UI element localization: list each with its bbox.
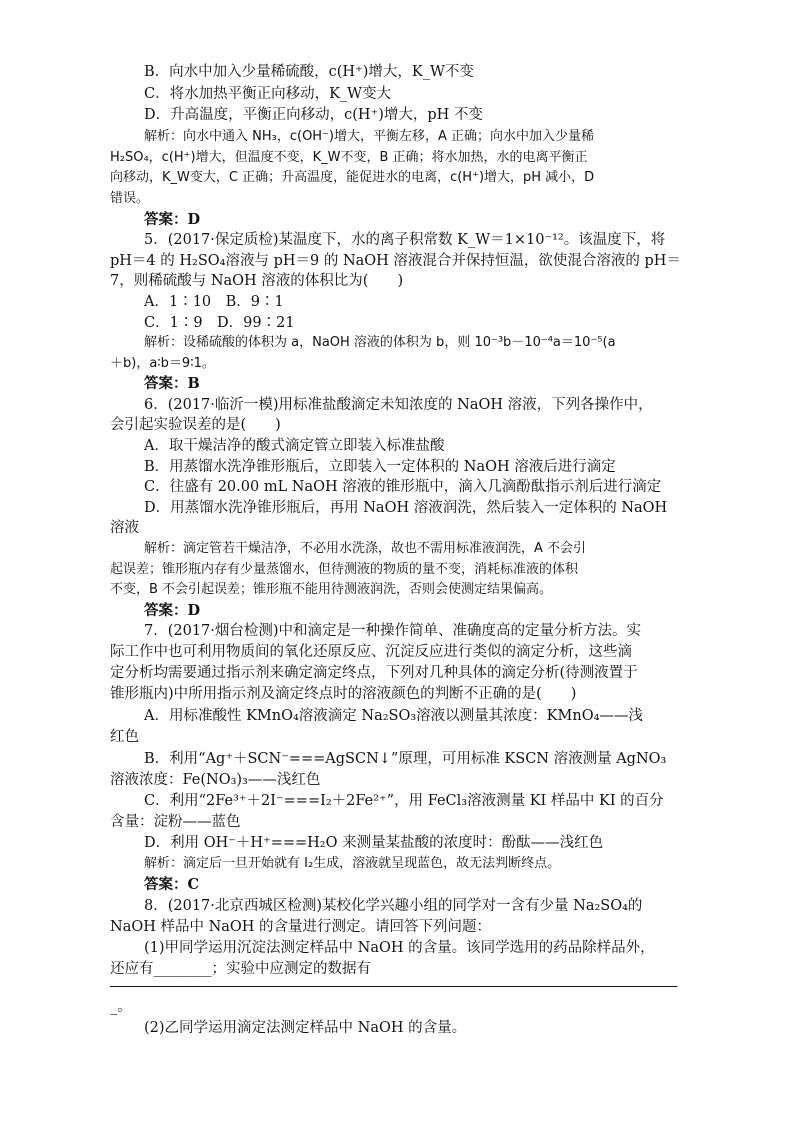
q7-stem-line: 7．(2017·烟台检测)中和滴定是一种操作简单、准确度高的定量分析方法。实 <box>144 623 642 639</box>
q6-option-b: B．用蒸馏水洗净锥形瓶后，立即装入一定体积的 NaOH 溶液后进行滴定 <box>144 459 616 475</box>
q7-answer: 答案：C <box>144 876 200 893</box>
q5-stem-line: 5．(2017·保定质检)某温度下，水的离子积常数 K_W＝1×10⁻¹²。该温度下，将 <box>144 232 666 248</box>
q5-options-ab: A．1∶10 B．9∶1 <box>144 294 284 310</box>
q5-stem-line: 7，则稀硫酸与 NaOH 溶液的体积比为( ) <box>110 273 404 289</box>
q7-stem-line: 际工作中也可利用物质间的氧化还原反应、沉淀反应进行类似的滴定分析，这些滴 <box>110 644 632 660</box>
q5-analysis-line: ＋b)，a∶b＝9∶1。 <box>110 356 215 371</box>
q7-option-b: B．利用“Ag⁺＋SCN⁻===AgSCN↓”原理，可用标准 KSCN 溶液测量 AgNO₃ <box>144 751 667 767</box>
answer-blank-line <box>110 986 677 987</box>
q4-option-d: D．升高温度，平衡正向移动，c(H⁺)增大，pH 不变 <box>144 107 483 123</box>
q7-option-a-cont: 红色 <box>110 729 139 745</box>
q6-option-d-cont: 溶液 <box>110 520 139 536</box>
q6-option-a: A．取干燥洁净的酸式滴定管立即装入标准盐酸 <box>144 438 445 454</box>
q5-analysis-line: 解析：设稀硫酸的体积为 a，NaOH 溶液的体积为 b，则 10⁻³b－10⁻⁴a＝10⁻⁵(a <box>144 335 616 350</box>
q8-part1-end: _。 <box>110 999 132 1015</box>
q4-answer: 答案：D <box>144 211 201 228</box>
q8-part1-line: 还应有________；实验中应测定的数据有 <box>110 961 371 977</box>
q6-analysis-line: 起误差；锥形瓶内存有少量蒸馏水，但待测液的物质的量不变，消耗标准液的体积 <box>110 562 579 577</box>
q6-option-c: C．往盛有 20.00 mL NaOH 溶液的锥形瓶中，滴入几滴酚酞指示剂后进行滴定 <box>144 479 662 495</box>
q5-answer: 答案：B <box>144 375 200 392</box>
q7-option-c-cont: 含量：淀粉——蓝色 <box>110 814 241 830</box>
q4-analysis-line: H₂SO₄，c(H⁺)增大，但温度不变，K_W不变，B 正确；将水加热，水的电离平衡正 <box>110 150 588 165</box>
q6-option-d: D．用蒸馏水洗净锥形瓶后，再用 NaOH 溶液润洗，然后装入一定体积的 NaOH <box>144 500 668 516</box>
q6-stem-line: 会引起实验误差的是( ) <box>110 417 281 433</box>
q4-analysis-line: 向移动，K_W变大，C 正确；升高温度，能促进水的电离，c(H⁺)增大，pH 减小，D <box>110 170 595 185</box>
q8-part1-line: (1)甲同学运用沉淀法测定样品中 NaOH 的含量。该同学选用的药品除样品外， <box>144 940 655 956</box>
q6-analysis-line: 不变，B 不会引起误差；锥形瓶不能用待测液润洗，否则会使测定结果偏高。 <box>110 582 553 597</box>
q7-stem-line: 定分析均需要通过指示剂来确定滴定终点，下列对几种具体的滴定分析(待测液置于 <box>110 665 638 681</box>
q7-option-c: C．利用“2Fe³⁺＋2I⁻===I₂＋2Fe²⁺”，用 FeCl₃溶液测量 KI 样品中 KI 的百分 <box>144 793 664 809</box>
q7-stem-line: 锥形瓶内)中所用指示剂及滴定终点时的溶液颜色的判断不正确的是( ) <box>110 686 577 702</box>
q7-option-b-cont: 溶液浓度：Fe(NO₃)₃——浅红色 <box>110 772 321 788</box>
q4-option-c: C．将水加热平衡正向移动，K_W变大 <box>144 86 392 102</box>
q8-stem-line: 8．(2017·北京西城区检测)某校化学兴趣小组的同学对一含有少量 Na₂SO₄的 <box>144 898 643 914</box>
q4-analysis-line: 错误。 <box>110 191 150 206</box>
q7-option-d: D．利用 OH⁻＋H⁺===H₂O 来测量某盐酸的浓度时：酚酞——浅红色 <box>144 835 604 851</box>
q4-analysis-line: 解析：向水中通入 NH₃，c(OH⁻)增大，平衡左移，A 正确；向水中加入少量稀 <box>144 129 595 144</box>
q7-analysis-line: 解析：滴定后一旦开始就有 I₂生成，溶液就呈现蓝色，故无法判断终点。 <box>144 856 561 871</box>
q5-options-cd: C．1∶9 D．99∶21 <box>144 315 295 331</box>
q7-option-a: A．用标准酸性 KMnO₄溶液滴定 Na₂SO₃溶液以测量其浓度：KMnO₄——浅 <box>144 708 643 724</box>
q4-option-b: B．向水中加入少量稀硫酸，c(H⁺)增大，K_W不变 <box>144 64 474 80</box>
q8-part2-line: (2)乙同学运用滴定法测定样品中 NaOH 的含量。 <box>144 1020 467 1036</box>
q6-answer: 答案：D <box>144 602 201 619</box>
q8-stem-line: NaOH 样品中 NaOH 的含量进行测定。请回答下列问题： <box>110 919 492 935</box>
q5-stem-line: pH＝4 的 H₂SO₄溶液与 pH＝9 的 NaOH 溶液混合并保持恒温，欲使混合溶液的 pH＝ <box>110 253 681 269</box>
q6-stem-line: 6．(2017·临沂一模)用标准盐酸滴定未知浓度的 NaOH 溶液，下列各操作中， <box>144 397 653 413</box>
q6-analysis-line: 解析：滴定管若干燥洁净，不必用水洗涤，故也不需用标准液润洗，A 不会引 <box>144 541 587 556</box>
